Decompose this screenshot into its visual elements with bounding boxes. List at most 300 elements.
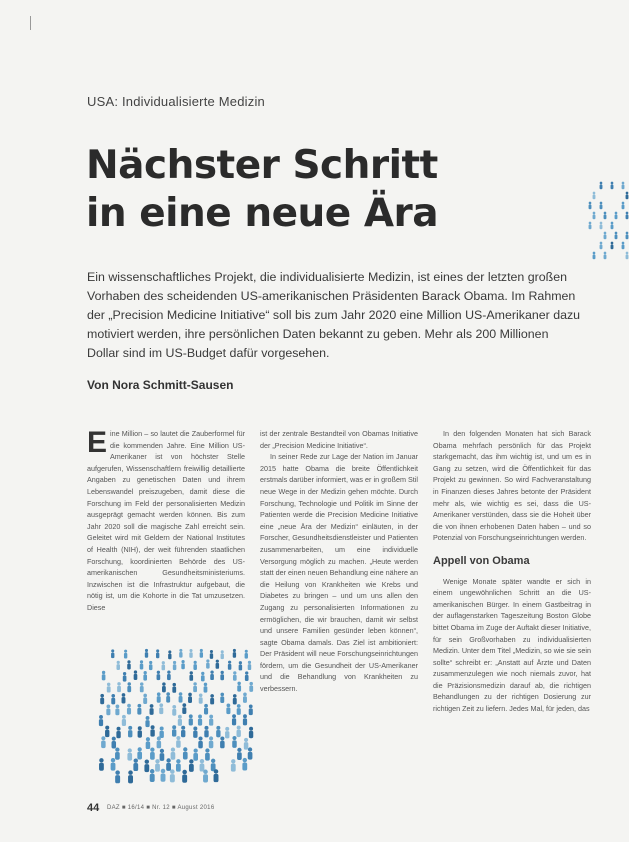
- figure-body: [231, 764, 236, 772]
- figure-head: [239, 661, 242, 664]
- figure-head: [210, 670, 213, 673]
- figure-body: [173, 664, 177, 670]
- figure-head: [168, 650, 171, 653]
- figure-body: [622, 244, 625, 249]
- figure-head: [233, 694, 237, 698]
- figure-head: [155, 759, 159, 763]
- figure-body: [189, 718, 193, 725]
- figure-body: [245, 675, 249, 681]
- figure-body: [249, 686, 253, 692]
- figure-body: [150, 774, 155, 782]
- page-number: 44: [87, 802, 100, 814]
- figure-body: [204, 708, 208, 715]
- figure-head: [107, 683, 110, 686]
- figure-body: [150, 752, 155, 760]
- figure-head: [176, 759, 180, 763]
- figure-body: [106, 708, 110, 715]
- figure-head: [200, 759, 204, 763]
- figure-head: [204, 704, 208, 708]
- figure-body: [204, 686, 208, 692]
- figure-body: [193, 731, 197, 738]
- figure-body: [225, 731, 229, 738]
- figure-head: [190, 671, 193, 674]
- figure-head: [111, 694, 115, 698]
- figure-body: [127, 753, 132, 761]
- figure-body: [239, 665, 243, 671]
- figure-body: [600, 204, 603, 209]
- figure-head: [193, 726, 197, 730]
- figure-head: [156, 649, 159, 652]
- figure-body: [216, 730, 220, 737]
- figure-body: [200, 652, 203, 658]
- figure-body: [157, 741, 162, 749]
- figure-body: [210, 674, 214, 680]
- figure-head: [200, 649, 203, 652]
- figure-head: [189, 714, 193, 718]
- figure-head: [198, 715, 202, 719]
- figure-body: [611, 244, 614, 249]
- figure-body: [162, 664, 166, 670]
- figure-head: [204, 726, 208, 730]
- figure-body: [99, 763, 104, 771]
- figure-body: [128, 730, 132, 737]
- figure-head: [171, 747, 175, 751]
- figure-head: [181, 660, 184, 663]
- figure-body: [115, 708, 119, 715]
- figure-head: [145, 759, 149, 763]
- figure-head: [138, 747, 142, 751]
- figure-body: [138, 730, 142, 737]
- figure-head: [173, 661, 176, 664]
- paragraph: In den folgenden Monaten hat sich Barack Obama mehrfach persönlich für das Projekt starkgemacht, das ihm wichtig ist, und um es in Gang zu setzen, wird die Öffentlichkeit für das Projekt zu gewinnen. So wird Fachveranstaltung in Finanzen dieses Jahres betonte der Präsident mehr als, wie wichtig es sei, dass die US-Amerikaner verstünden, dass sie die Hoheit über die von ihnen erhobenen Daten haben – und so Potenzial von Forschungseinrichtungen werden.: [433, 429, 591, 543]
- figure-head: [237, 682, 240, 685]
- figure-head: [243, 693, 247, 697]
- figure-body: [220, 741, 225, 749]
- figure-head: [115, 770, 120, 775]
- figure-body: [198, 719, 202, 726]
- figure-body: [122, 697, 126, 704]
- figure-head: [115, 748, 119, 752]
- figure-head: [611, 222, 614, 225]
- figure-head: [615, 212, 618, 215]
- figure-body: [604, 254, 607, 259]
- figure-body: [115, 775, 120, 783]
- figure-body: [600, 224, 603, 229]
- figure-body: [127, 686, 131, 692]
- paragraph-text: ine Million – so lautet die Zauberformel für die kommenden Jahre. Eine Million US-Amerikaner ist von höchster Stelle aufgerufen, Wissenschaftlern freiwillig detaillierte Angaben zu genetischen Daten und ihrem Lebenswandel preiszugeben, damit diese die Forschung im Feld der personalisierten Medizin ausgeprägt gemacht werden können. Bis zum Jahr 2020 soll die magische Zahl erreicht sein. Geleitet wird mit Geldern der National Institutes of Health (NIH), der weit führenden staatlichen Forschung, koordinierten Behörde des US-amerikanischen Gesundheitsministeriums. Inzwischen ist die Infrastruktur aufgebaut, die nötig ist, um die Kohorte in die Tat umzusetzen. Diese: [87, 429, 245, 612]
- figure-head: [123, 672, 126, 675]
- figure-body: [189, 764, 194, 772]
- figure-head: [122, 693, 126, 697]
- figure-body: [626, 214, 629, 219]
- figure-head: [178, 715, 182, 719]
- figure-body: [172, 709, 176, 716]
- figure-body: [182, 775, 187, 783]
- figure-head: [179, 649, 182, 652]
- figure-body: [198, 741, 203, 749]
- figure-head: [159, 703, 163, 707]
- figure-body: [127, 664, 131, 670]
- figure-body: [172, 729, 176, 736]
- figure-body: [209, 719, 213, 726]
- figure-body: [116, 731, 120, 738]
- figure-head: [245, 650, 248, 653]
- figure-body: [237, 752, 242, 760]
- figure-head: [622, 242, 625, 245]
- figure-body: [150, 708, 154, 715]
- figure-head: [248, 661, 251, 664]
- figure-body: [243, 696, 247, 703]
- figure-head: [622, 182, 625, 185]
- figure-body: [244, 742, 249, 750]
- figure-body: [249, 731, 253, 738]
- figure-head: [188, 693, 192, 697]
- figure-body: [206, 663, 210, 669]
- figure-body: [233, 675, 237, 681]
- figure-body: [604, 234, 607, 239]
- figure-head: [233, 649, 236, 652]
- figure-body: [122, 719, 126, 726]
- figure-head: [245, 671, 248, 674]
- figure-head: [221, 671, 224, 674]
- figure-body: [168, 654, 171, 660]
- figure-head: [166, 692, 170, 696]
- figure-head: [593, 252, 596, 255]
- figure-head: [193, 682, 196, 685]
- figure-head: [149, 661, 152, 664]
- kicker: USA: Individualisierte Medizin: [87, 94, 265, 109]
- figure-head: [146, 737, 150, 741]
- figure-body: [167, 674, 171, 680]
- figure-body: [233, 698, 237, 705]
- figure-body: [100, 698, 104, 705]
- figure-head: [117, 727, 121, 731]
- figure-head: [124, 650, 127, 653]
- figure-body: [248, 752, 253, 760]
- drop-cap: E: [87, 426, 108, 459]
- figure-body: [205, 753, 210, 761]
- figure-body: [134, 674, 138, 680]
- figure-head: [244, 738, 248, 742]
- figure-head: [611, 182, 614, 185]
- figure-head: [172, 705, 176, 709]
- figure-head: [140, 682, 143, 685]
- figure-body: [210, 698, 214, 705]
- figure-body: [140, 664, 144, 670]
- column-3: [433, 428, 591, 715]
- figure-body: [143, 697, 147, 704]
- figure-body: [146, 742, 151, 750]
- figure-body: [216, 663, 220, 669]
- figure-body: [181, 663, 185, 669]
- figure-head: [182, 703, 186, 707]
- figure-head: [100, 694, 104, 698]
- figure-head: [146, 716, 150, 720]
- figure-body: [243, 718, 247, 725]
- figure-head: [172, 725, 176, 729]
- figure-head: [167, 671, 170, 674]
- figure-head: [214, 769, 219, 774]
- figure-head: [593, 212, 596, 215]
- figure-body: [170, 774, 175, 782]
- figure-body: [156, 653, 159, 659]
- figure-body: [171, 752, 176, 760]
- figure-body: [112, 741, 117, 749]
- figure-body: [611, 224, 614, 229]
- figure-head: [589, 202, 592, 205]
- figure-head: [198, 737, 202, 741]
- figure-head: [181, 726, 185, 730]
- figure-body: [161, 773, 166, 781]
- figure-body: [137, 752, 142, 760]
- figure-head: [189, 759, 193, 763]
- figure-body: [242, 763, 247, 771]
- figure-head: [232, 714, 236, 718]
- figure-head: [127, 704, 131, 708]
- figure-head: [107, 705, 111, 709]
- figure-body: [176, 740, 181, 748]
- figure-head: [589, 222, 592, 225]
- figure-head: [626, 212, 629, 215]
- figure-body: [204, 730, 208, 737]
- byline: Von Nora Schmitt-Sausen: [87, 378, 234, 392]
- figure-body: [105, 730, 109, 737]
- paragraph: In seiner Rede zur Lage der Nation im Januar 2015 hatte Obama die breite Öffentlichkeit erstmals darüber informiert, was er in großem Stil neue Wege in der Medizin gehen möchte. Durch Forschung, Technologie und Politik im Sinne der Patienten werde die Precision Medicine Initiative eine „neue Ära der Medizin“ einläuten, in der Forscher, Gesundheitsdienstleister und Patienten zusammenarbeiten, um eine individuelle Versorgung möglich zu machen. „Heute werden statt der einen neuen Behandlung eine nähere an die Heilung von Krankheiten wie Krebs und Diabetes zu bringen – und um uns allen den Zugang zu personalisierten Informationen zu ermöglichen, die wir brauchen, damit wir selbst und unsere Familien gesünder leben können“, sagte Obama damals. Das Ziel ist ambitioniert: Der Präsident will neue Forschungseinrichtungen fördern, um die Gesundheit der US-Amerikaner und die Behandlung von Krankheiten zu verbessern.: [260, 452, 418, 694]
- figure-body: [626, 234, 629, 239]
- figure-body: [145, 652, 148, 658]
- figure-head: [604, 212, 607, 215]
- figure-head: [194, 748, 198, 752]
- figure-head: [160, 727, 164, 731]
- figure-head: [182, 770, 187, 775]
- figure-body: [116, 664, 120, 670]
- figure-body: [117, 686, 121, 692]
- figure-head: [161, 769, 166, 774]
- figure-head: [128, 770, 133, 775]
- headline-line-1: Nächster Schritt: [86, 143, 438, 188]
- figure-body: [183, 752, 188, 760]
- figure-body: [626, 194, 629, 199]
- figure-body: [188, 696, 192, 703]
- figure-body: [589, 204, 592, 209]
- figure-head: [127, 660, 130, 663]
- figure-body: [249, 708, 253, 715]
- figure-body: [237, 730, 241, 737]
- figure-body: [111, 653, 114, 659]
- figure-head: [99, 715, 103, 719]
- figure-body: [143, 675, 147, 681]
- figure-body: [145, 720, 149, 727]
- figure-head: [160, 749, 164, 753]
- headline: [86, 142, 438, 238]
- figure-body: [248, 664, 252, 670]
- figure-head: [206, 659, 209, 662]
- issue-info: DAZ ■ 16/14 ■ Nr. 12 ■ August 2016: [107, 805, 215, 811]
- figure-head: [116, 705, 120, 709]
- figure-body: [144, 764, 149, 772]
- figure-body: [179, 696, 183, 703]
- figure-head: [604, 232, 607, 235]
- figure-head: [203, 770, 208, 775]
- figure-body: [593, 194, 596, 199]
- figure-body: [237, 708, 241, 715]
- figure-head: [600, 182, 603, 185]
- figure-body: [179, 652, 182, 658]
- figure-head: [170, 769, 175, 774]
- section-subhead: Appell von Obama: [433, 554, 530, 567]
- figure-body: [245, 653, 248, 659]
- figure-body: [150, 729, 154, 736]
- figure-head: [99, 758, 103, 762]
- column-2: [260, 428, 418, 695]
- figure-head: [134, 758, 138, 762]
- figure-body: [157, 674, 161, 680]
- figure-body: [166, 763, 171, 771]
- crowd-illustration: [95, 640, 255, 790]
- figure-head: [105, 726, 109, 730]
- figure-body: [200, 764, 205, 772]
- figure-body: [233, 652, 236, 658]
- figure-head: [151, 725, 155, 729]
- figure-body: [111, 698, 115, 705]
- figure-body: [193, 753, 198, 761]
- figure-body: [232, 740, 237, 748]
- figure-head: [201, 672, 204, 675]
- figure-head: [233, 671, 236, 674]
- figure-head: [138, 726, 142, 730]
- figure-head: [600, 242, 603, 245]
- figure-head: [162, 661, 165, 664]
- figure-body: [615, 234, 618, 239]
- figure-head: [211, 759, 215, 763]
- figure-head: [138, 704, 142, 708]
- figure-body: [220, 674, 224, 680]
- figure-head: [243, 758, 247, 762]
- corner-illustration: [582, 175, 629, 270]
- figure-head: [101, 736, 105, 740]
- figure-body: [615, 214, 618, 219]
- figure-head: [194, 661, 197, 664]
- figure-body: [237, 685, 241, 691]
- figure-head: [626, 232, 629, 235]
- page-mark: [30, 16, 31, 30]
- figure-head: [128, 726, 132, 730]
- figure-body: [600, 244, 603, 249]
- figure-head: [150, 704, 154, 708]
- column-1: [87, 428, 245, 614]
- figure-head: [626, 252, 629, 255]
- figure-head: [176, 736, 180, 740]
- figure-body: [604, 214, 607, 219]
- figure-head: [209, 715, 213, 719]
- figure-head: [216, 726, 220, 730]
- figure-head: [140, 660, 143, 663]
- figure-body: [600, 184, 603, 189]
- figure-head: [112, 737, 116, 741]
- figure-body: [128, 775, 133, 783]
- figure-head: [220, 693, 224, 697]
- figure-body: [99, 719, 103, 726]
- figure-head: [117, 682, 120, 685]
- figure-head: [157, 692, 161, 696]
- headline-line-2: in eine neue Ära: [86, 191, 439, 236]
- figure-head: [162, 682, 165, 685]
- figure-body: [611, 184, 614, 189]
- figure-head: [210, 650, 213, 653]
- figure-body: [210, 653, 213, 659]
- figure-body: [124, 653, 127, 659]
- figure-body: [226, 707, 230, 714]
- figure-body: [593, 254, 596, 259]
- figure-body: [133, 763, 138, 771]
- figure-body: [160, 753, 165, 761]
- figure-head: [144, 671, 147, 674]
- figure-head: [210, 694, 214, 698]
- figure-head: [157, 736, 161, 740]
- figure-head: [622, 202, 625, 205]
- figure-body: [178, 719, 182, 726]
- figure-head: [593, 192, 596, 195]
- figure-body: [622, 204, 625, 209]
- figure-head: [231, 759, 235, 763]
- figure-head: [157, 671, 160, 674]
- figure-body: [189, 652, 192, 658]
- figure-body: [176, 764, 181, 772]
- figure-body: [203, 774, 208, 782]
- figure-head: [128, 748, 132, 752]
- figure-head: [189, 649, 192, 652]
- figure-head: [134, 670, 137, 673]
- figure-head: [232, 736, 236, 740]
- figure-body: [220, 696, 224, 703]
- figure-body: [193, 686, 197, 692]
- figure-body: [155, 764, 160, 772]
- figure-body: [123, 675, 127, 681]
- figure-head: [237, 704, 241, 708]
- figure-head: [150, 769, 155, 774]
- figure-body: [209, 741, 214, 749]
- figure-head: [604, 252, 607, 255]
- figure-body: [189, 675, 193, 681]
- figure-head: [173, 683, 176, 686]
- figure-head: [249, 704, 253, 708]
- figure-head: [248, 747, 252, 751]
- figure-head: [128, 682, 131, 685]
- figure-head: [111, 649, 114, 652]
- figure-body: [232, 718, 236, 725]
- figure-head: [145, 649, 148, 652]
- paragraph: ist der zentrale Bestandteil von Obamas Initiative der „Precision Medicine Initiative“.: [260, 429, 418, 450]
- figure-head: [249, 682, 252, 685]
- figure-head: [143, 694, 147, 698]
- figure-body: [182, 707, 186, 714]
- figure-body: [137, 708, 141, 715]
- figure-body: [589, 224, 592, 229]
- paragraph: Wenige Monate später wandte er sich in einem ungewöhnlichen Schritt an die US-amerikanischen Bürger. In einem Gastbeitrag in der auflagenstarken Tageszeitung Boston Globe bittet Obama im Zuge der Auftakt dieser Initiative, für sein Großvorhaben zu individualisierten Medizin. Unter dem Titel „Medizin, so wie sie sein sollte“ schreibt er: „Anstatt auf Ärzte und Daten zusammenzulegen wie noch niemals zuvor, hat die Präzisionsmedizin darauf ab, die richtigen Behandlungen zu der richtigen Dosierung zur richtigen Zeit zu liefern. Jedes Mal, für jeden, das: [433, 576, 591, 714]
- figure-body: [181, 730, 185, 737]
- figure-head: [237, 726, 241, 730]
- figure-body: [149, 664, 153, 670]
- figure-body: [111, 763, 116, 771]
- figure-body: [221, 654, 224, 660]
- figure-body: [102, 674, 106, 680]
- figure-body: [201, 675, 205, 681]
- figure-head: [216, 660, 219, 663]
- paragraph: [87, 428, 245, 614]
- figure-head: [249, 727, 253, 731]
- figure-body: [193, 664, 197, 670]
- figure-head: [600, 202, 603, 205]
